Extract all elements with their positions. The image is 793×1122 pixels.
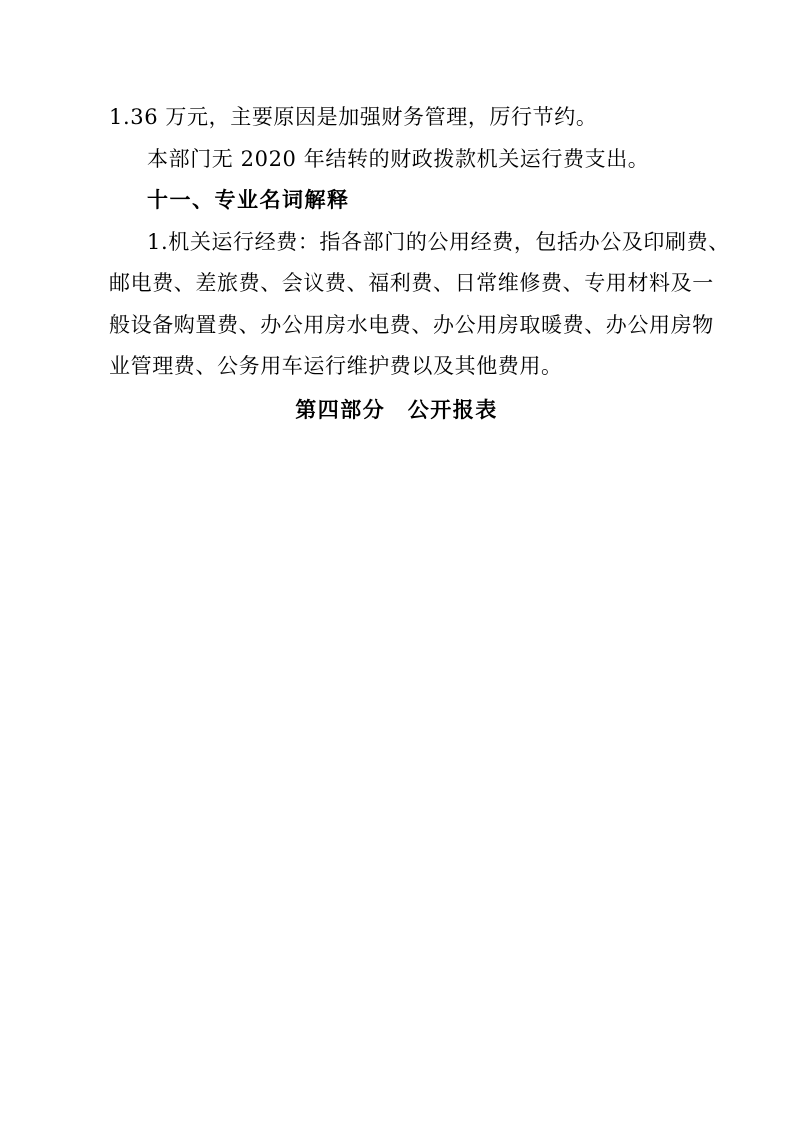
part-heading: 第四部分 公开报表 <box>295 398 498 422</box>
section-heading: 十一、专业名词解释 <box>147 188 350 212</box>
term-definition-line: 业管理费、公务用车运行维护费以及其他费用。 <box>109 354 563 378</box>
term-definition-line: 1.机关运行经费：指各部门的公用经费，包括办公及印刷费、 <box>147 230 730 254</box>
term-definition-line: 邮电费、差旅费、会议费、福利费、日常维修费、专用材料及一 <box>109 271 714 295</box>
body-text-line: 本部门无 2020 年结转的财政拨款机关运行费支出。 <box>147 147 650 171</box>
body-text-line: 1.36 万元，主要原因是加强财务管理，厉行节约。 <box>109 105 598 129</box>
term-definition-line: 般设备购置费、办公用房水电费、办公用房取暖费、办公用房物 <box>109 313 714 337</box>
